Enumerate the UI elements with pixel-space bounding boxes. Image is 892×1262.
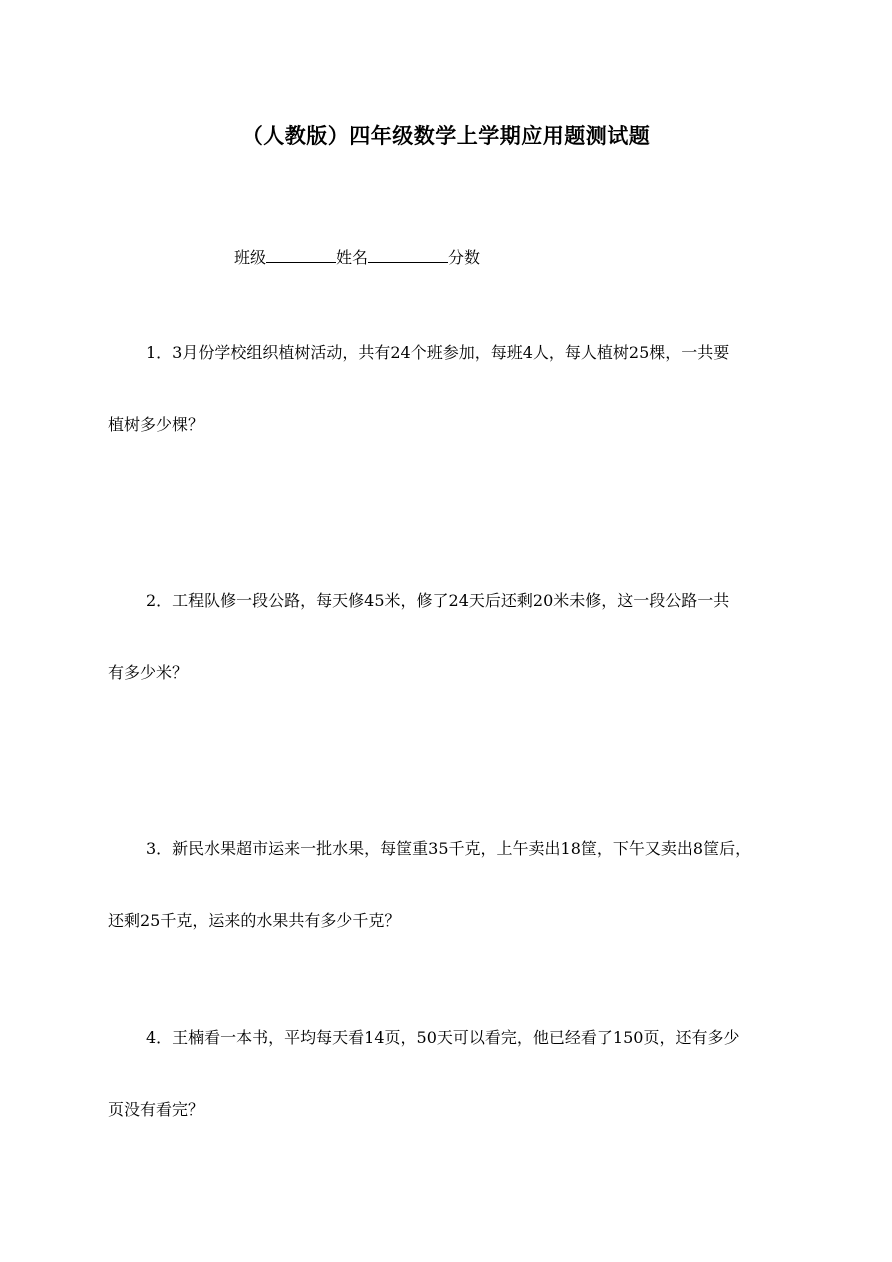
question-1-line-2: 植树多少棵？ <box>108 415 205 434</box>
question-2-line-1: 2．工程队修一段公路，每天修45米，修了24天后还剩20米未修，这一段公路一共 <box>146 591 730 610</box>
class-label: 班级 <box>234 248 267 267</box>
question-1-line-1: 1．3月份学校组织植树活动，共有24个班参加，每班4人，每人植树25棵，一共要 <box>146 343 730 362</box>
class-blank[interactable] <box>266 246 336 263</box>
page-title: （人教版）四年级数学上学期应用题测试题 <box>241 123 651 148</box>
question-2-line-2: 有多少米？ <box>108 663 189 682</box>
student-info-line <box>234 246 480 269</box>
question-4-line-1: 4．王楠看一本书，平均每天看14页，50天可以看完，他已经看了150页，还有多少 <box>146 1028 740 1047</box>
question-3-line-1: 3．新民水果超市运来一批水果，每筐重35千克，上午卖出18筐，下午又卖出8筐后， <box>146 839 752 858</box>
name-blank[interactable] <box>368 246 448 263</box>
question-3-line-2: 还剩25千克，运来的水果共有多少千克？ <box>108 911 401 930</box>
question-4-line-2: 页没有看完？ <box>108 1100 205 1119</box>
score-label: 分数 <box>448 248 481 267</box>
name-label: 姓名 <box>336 248 369 267</box>
